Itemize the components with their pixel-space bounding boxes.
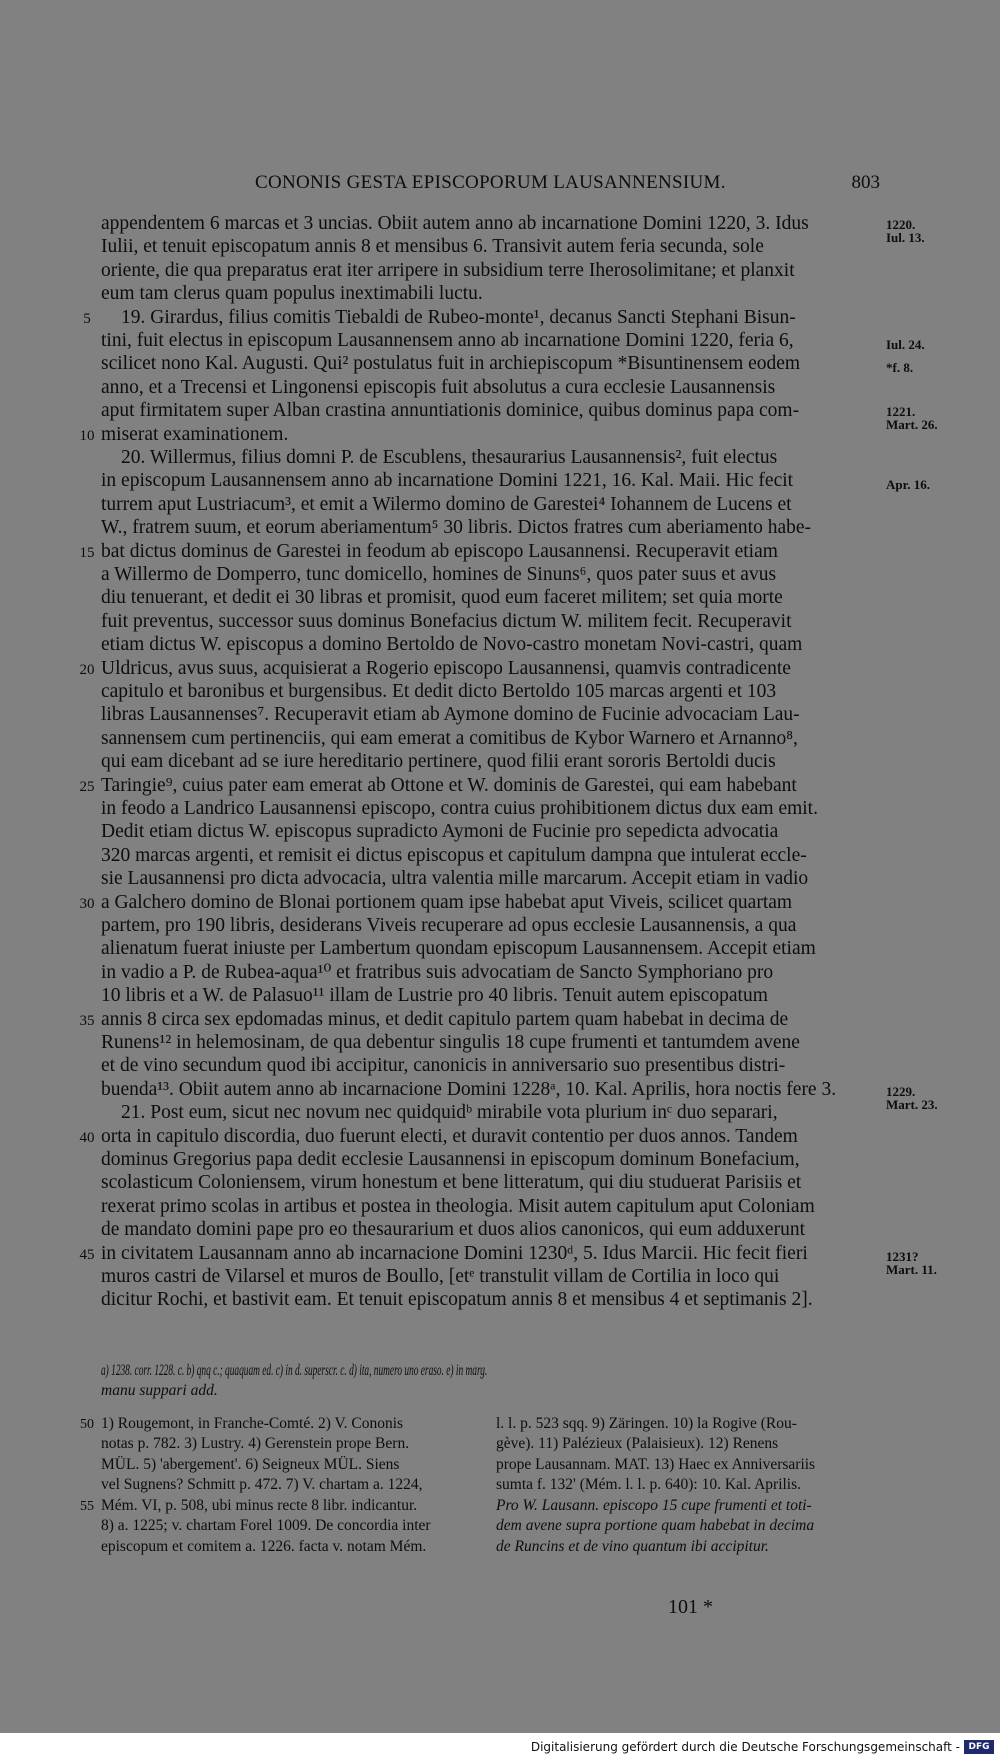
text-line: eum tam clerus quam populus inextimabili luctu. bbox=[101, 283, 483, 304]
margin-note bbox=[886, 405, 976, 431]
text-line: turrem aput Lustriacum³, et emit a Wilermo domino de Garestei⁴ Iohannem de Lucens et bbox=[101, 494, 792, 515]
text-line: Uldricus, avus suus, acquisierat a Rogerio episcopo Lausannensi, quamvis contradicente bbox=[101, 658, 791, 679]
footnote-line: vel Sugnens? Schmitt p. 472. 7) V. chartam a. 1224, bbox=[101, 1476, 423, 1493]
text-line: tini, fuit electus in episcopum Lausannensem anno ab incarnatione Domini 1220, feria 6, bbox=[101, 330, 794, 351]
text-line: bat dictus dominus de Garestei in feodum ab episcopo Lausannensi. Recuperavit etiam bbox=[101, 541, 778, 562]
text-line: partem, pro 190 libris, desiderans Viveis recuperare ad opus ecclesie Lausannensis, a qua bbox=[101, 915, 797, 936]
text-line: sie Lausannensi pro dicta advocacia, ultra valentia mille marcarum. Accepit etiam in vadio bbox=[101, 868, 809, 889]
text-line: libras Lausannenses⁷. Recuperavit etiam ab Aymone domino de Fucinie advocaciam Lau- bbox=[101, 704, 800, 725]
line-number: 5 bbox=[83, 311, 91, 327]
text-line: 20. Willermus, filius domni P. de Escublens, thesaurarius Lausannensis², fuit electus bbox=[121, 447, 778, 468]
digitization-footer bbox=[0, 1733, 1000, 1761]
margin-note bbox=[886, 218, 976, 244]
text-line: et de vino secundum quod ibi accipitur, canonicis in anniversario suo presentibus distri- bbox=[101, 1055, 786, 1076]
text-line: a Willermo de Domperro, tunc domicello, homines de Sinuns⁶, quos pater suus et avus bbox=[101, 564, 777, 585]
text-line: Iulii, et tenuit episcopatum annis 8 et mensibus 6. Transivit autem feria secunda, sole bbox=[101, 236, 764, 257]
text-line: dicitur Rochi, et bastivit eam. Et tenuit episcopatum annis 8 et mensibus 4 et septimanis 2]. bbox=[101, 1289, 813, 1310]
text-line: qui eam dicebant ad se iure hereditario pertinere, quod filii erant sororis Bertoldi ducis bbox=[101, 751, 776, 772]
text-line: in civitatem Lausannam anno ab incarnacione Domini 1230ᵈ, 5. Idus Marcii. Hic fecit fieri bbox=[101, 1243, 808, 1264]
text-line: in vadio a P. de Rubea-aqua¹⁰ et fratribus suis advocatiam de Sancto Symphoriano pro bbox=[101, 962, 774, 983]
text-line: etiam dictus W. episcopus a domino Bertoldo de Novo-castro monetam Novi-castri, quam bbox=[101, 634, 803, 655]
text-line: Runens¹² in helemosinam, de qua debentur singulis 18 cupe frumenti et tantumdem avene bbox=[101, 1032, 800, 1053]
margin-note-date: Iul. 24. bbox=[886, 337, 925, 352]
text-line: 320 marcas argenti, et remisit ei dictus episcopus et capitulum dampna que intulerat eccle- bbox=[101, 845, 807, 866]
variant-note-line: manu suppari add. bbox=[101, 1382, 218, 1399]
margin-note-year: 1220. bbox=[886, 217, 916, 232]
footnote-line: sumta f. 132' (Mém. l. l. p. 640): 10. Kal. Aprilis. bbox=[496, 1476, 802, 1493]
running-head: CONONIS GESTA EPISCOPORUM LAUSANNENSIUM. bbox=[255, 172, 726, 193]
margin-note-year: 1231? bbox=[886, 1249, 919, 1264]
margin-note-folio bbox=[886, 361, 976, 374]
footnote-line: dem avene supra portione quam habebat in decima bbox=[496, 1517, 815, 1534]
margin-note-year: 1221. bbox=[886, 404, 916, 419]
text-line: miserat examinationem. bbox=[101, 424, 289, 445]
signature-mark: 101 * bbox=[668, 1596, 713, 1618]
text-line: in feodo a Landrico Lausannensi episcopo, contra cuius prohibitionem dictus dux eam emit. bbox=[101, 798, 818, 819]
footnote-line: MÜL. 5) 'abergement'. 6) Seigneux MÜL. Siens bbox=[101, 1456, 400, 1473]
text-line: annis 8 circa sex epdomadas minus, et dedit capitulo partem quam habebat in decima de bbox=[101, 1009, 789, 1030]
text-line: Taringie⁹, cuius pater eam emerat ab Ottone et W. dominis de Garestei, qui eam habebant bbox=[101, 775, 797, 796]
margin-note bbox=[886, 1250, 976, 1276]
folio-mark: *f. 8. bbox=[886, 360, 914, 375]
variant-note-line: a) 1238. corr. 1228. c. b) qnq c.; quaquam ed. c) in d. superscr. c. d) ita, numero uno eraso. e) in marg. bbox=[101, 1362, 488, 1379]
text-line: orta in capitulo discordia, duo fuerunt electi, et duravit contentio per duos annos. Tandem bbox=[101, 1126, 798, 1147]
margin-note bbox=[886, 1085, 976, 1111]
margin-note-date: Mart. 26. bbox=[886, 417, 938, 432]
page-header bbox=[90, 168, 880, 196]
text-line: buenda¹³. Obiit autem anno ab incarnacione Domini 1228ᵃ, 10. Kal. Aprilis, hora noctis fere 3. bbox=[101, 1079, 837, 1100]
text-line: dominus Gregorius papa dedit ecclesie Lausannensi in episcopum dominum Bonefacium, bbox=[101, 1149, 800, 1170]
text-line: appendentem 6 marcas et 3 uncias. Obiit autem anno ab incarnatione Domini 1220, 3. Idus bbox=[101, 213, 809, 234]
text-line: sannensem cum pertinenciis, qui eam emerat a comitibus de Kybor Warnero et Arnanno⁸, bbox=[101, 728, 798, 749]
digitization-credit: Digitalisierung gefördert durch die Deutsche Forschungsgemeinschaft - bbox=[530, 1740, 960, 1754]
text-line: alienatum fuerat iniuste per Lambertum quondam episcopum Lausannensem. Accepit etiam bbox=[101, 938, 816, 959]
line-number: 15 bbox=[79, 545, 95, 561]
margin-note-date: Apr. 16. bbox=[886, 477, 930, 492]
line-number: 30 bbox=[79, 896, 95, 912]
text-line: diu tenuerant, et dedit ei 30 libras et promisit, quod eum faceret militem; set quia morte bbox=[101, 587, 783, 608]
text-line: Dedit etiam dictus W. episcopus supradicto Aymoni de Fucinie pro sepedicta advocatia bbox=[101, 821, 779, 842]
line-number: 25 bbox=[79, 779, 95, 795]
line-number: 10 bbox=[79, 428, 95, 444]
margin-note bbox=[886, 338, 976, 351]
text-line: 21. Post eum, sicut nec novum nec quidquidᵇ mirabile vota plurium inᶜ duo separari, bbox=[121, 1102, 778, 1123]
footnote-line: l. l. p. 523 sqq. 9) Zäringen. 10) la Rogive (Rou- bbox=[496, 1415, 797, 1432]
text-line: scolasticum Coloniensem, virum honestum et bene litteratum, qui diu studuerat Parisiis et bbox=[101, 1172, 802, 1193]
text-line: de mandato domini pape pro eo thesaurarium et duos alios canonicos, qui eum adduxerunt bbox=[101, 1219, 805, 1240]
line-number: 20 bbox=[79, 662, 95, 678]
margin-note-year: 1229. bbox=[886, 1084, 916, 1099]
text-line: scilicet nono Kal. Augusti. Qui² postulatus fuit in archiepiscopum *Bisuntinensem eodem bbox=[101, 353, 801, 374]
footnote-line: Mém. VI, p. 508, ubi minus recte 8 libr. indicantur. bbox=[101, 1497, 418, 1514]
footnote-line: gève). 11) Palézieux (Palaisieux). 12) Renens bbox=[496, 1435, 779, 1452]
text-line: oriente, die qua preparatus erat iter arripere in subsidium terre Iherosolimitane; et planxit bbox=[101, 260, 795, 281]
line-number: 40 bbox=[79, 1130, 95, 1146]
text-line: W., fratrem suum, et eorum aberiamentum⁵ 30 libris. Dictos fratres cum aberiamento habe- bbox=[101, 517, 812, 538]
text-line: capitulo et baronibus et burgensibus. Et dedit dicto Bertoldo 105 marcas argenti et 103 bbox=[101, 681, 777, 702]
text-line: aput firmitatem super Alban crastina annuntiationis dominice, quibus dominus papa com- bbox=[101, 400, 800, 421]
line-number: 35 bbox=[79, 1013, 95, 1029]
line-number: 45 bbox=[79, 1247, 95, 1263]
text-line: 10 libris et a W. de Palasuo¹¹ illam de Lustrie pro 40 libris. Tenuit autem episcopatum bbox=[101, 985, 768, 1006]
line-number: 55 bbox=[80, 1499, 94, 1514]
line-number: 50 bbox=[80, 1417, 94, 1432]
margin-note bbox=[886, 478, 976, 491]
footnote-line: de Runcins et de vino quantum ibi accipitur. bbox=[496, 1538, 769, 1555]
footnote-line: 8) a. 1225; v. chartam Forel 1009. De concordia inter bbox=[101, 1517, 431, 1534]
footnote-line: 1) Rougemont, in Franche-Comté. 2) V. Cononis bbox=[101, 1415, 404, 1432]
margin-note-date: Iul. 13. bbox=[886, 230, 925, 245]
text-line: rexerat primo scolas in artibus et postea in theologia. Misit autem capitulum aput Coloniam bbox=[101, 1196, 815, 1217]
footnote-line: Pro W. Lausann. episcopo 15 cupe frumenti et toti- bbox=[496, 1497, 812, 1514]
text-line: a Galchero domino de Blonai portionem quam ipse habebat aput Viveis, scilicet quartam bbox=[101, 892, 793, 913]
page-number: 803 bbox=[851, 172, 880, 193]
dfg-logo-icon: DFG bbox=[964, 1740, 994, 1754]
text-line: anno, et a Trecensi et Lingonensi episcopis fuit absolutus a cura ecclesie Lausannensis bbox=[101, 377, 776, 398]
text-line: muros castri de Vilarsel et muros de Boullo, [etᵉ transtulit villam de Cortilia in loco qui bbox=[101, 1266, 780, 1287]
footnote-line: episcopum et comitem a. 1226. facta v. notam Mém. bbox=[101, 1538, 427, 1555]
margin-note-date: Mart. 11. bbox=[886, 1262, 937, 1277]
footnote-line: notas p. 782. 3) Lustry. 4) Gerenstein prope Bern. bbox=[101, 1435, 410, 1452]
footnote-line: prope Lausannam. MAT. 13) Haec ex Anniversariis bbox=[496, 1456, 816, 1473]
margin-note-date: Mart. 23. bbox=[886, 1097, 938, 1112]
text-line: fuit preventus, successor suus dominus Bonefacius dictum W. militem fecit. Recuperavit bbox=[101, 611, 792, 632]
text-line: 19. Girardus, filius comitis Tiebaldi de Rubeo-monte¹, decanus Sancti Stephani Bisun- bbox=[121, 307, 796, 328]
text-line: in episcopum Lausannensem anno ab incarnatione Domini 1221, 16. Kal. Maii. Hic fecit bbox=[101, 470, 794, 491]
